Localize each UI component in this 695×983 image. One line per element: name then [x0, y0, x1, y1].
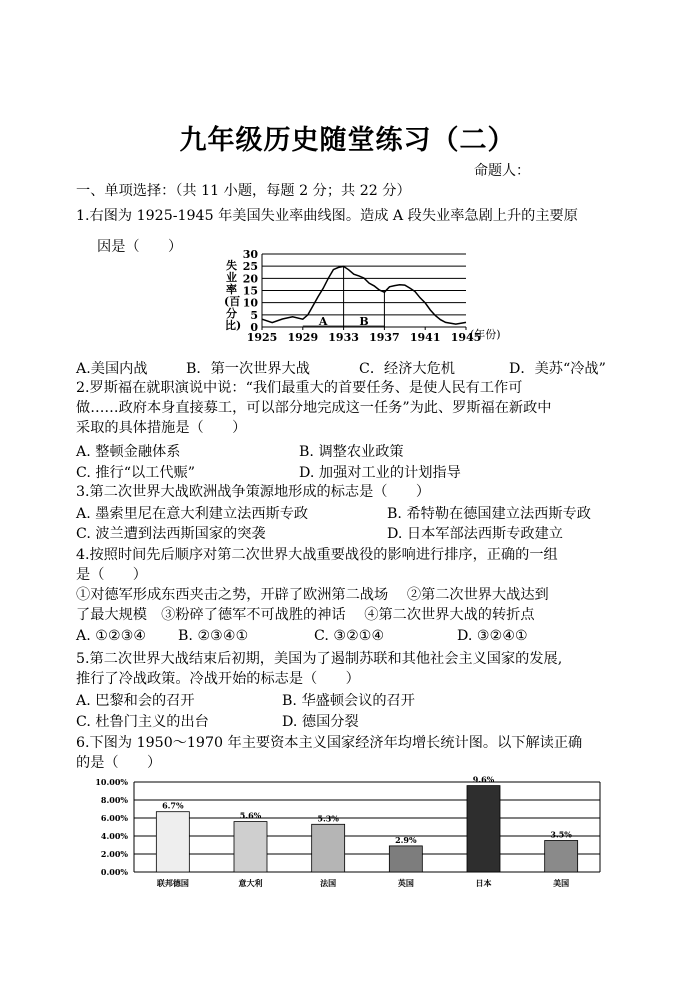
question-3-line-1: 3.第二次世界大战欧洲战争策源地形成的标志是（ ）	[76, 484, 431, 500]
q3-option-d: D. 日本军部法西斯专政建立	[387, 526, 563, 542]
question-2-line-1: 2.罗斯福在就职演说中说：“我们最重大的首要任务、是使人民有工作可	[76, 380, 523, 396]
x-tick-label: 1937	[369, 331, 400, 344]
y-tick-label: 0	[250, 321, 258, 334]
q2-option-a: A. 整顿金融体系	[76, 444, 181, 460]
author-label: 命题人：	[474, 163, 530, 179]
q2-option-d: D. 加强对工业的计划指导	[299, 465, 461, 481]
y-tick-label: 4.00%	[100, 831, 128, 841]
category-label: 日本	[475, 878, 492, 888]
q2-option-b: B. 调整农业政策	[299, 444, 404, 460]
question-4-line-3: ①对德军形成东西夹击之势，开辟了欧洲第二战场 ②第二次世界大战达到	[76, 587, 549, 603]
y-axis-label-4: (百	[224, 295, 241, 308]
growth-bar-chart	[80, 776, 610, 891]
x-tick-label: 1929	[287, 331, 319, 344]
y-axis-label-5: 分	[226, 307, 237, 320]
x-tick-label: 1933	[328, 331, 359, 344]
y-tick-label: 30	[242, 248, 258, 261]
q1-option-c: C．经济大危机	[359, 361, 455, 377]
question-1-line-2: 因是（ ）	[97, 239, 183, 255]
bar-value-label: 5.3%	[317, 813, 339, 824]
x-tick-label: 1925	[246, 331, 278, 344]
category-label: 意大利	[238, 878, 263, 888]
question-4-line-1: 4.按照时间先后顺序对第二次世界大战重要战役的影响进行排序，正确的一组	[76, 547, 558, 563]
q5-option-d: D. 德国分裂	[282, 714, 359, 730]
bar-value-label: 2.9%	[395, 834, 417, 845]
q3-option-b: B. 希特勒在德国建立法西斯专政	[387, 506, 591, 522]
q3-option-c: C. 波兰遭到法西斯国家的突袭	[76, 526, 266, 542]
q4-option-b: B. ②③④①	[178, 628, 249, 644]
q4-option-a: A. ①②③④	[76, 628, 147, 644]
bar-value-label: 5.6%	[239, 810, 262, 821]
unemployment-line-chart	[220, 245, 520, 345]
q5-option-b: B. 华盛顿会议的召开	[282, 693, 415, 709]
question-4-line-2: 是（ ）	[76, 567, 147, 583]
y-tick-label: 25	[242, 260, 258, 274]
q1-option-a: A.美国内战	[76, 361, 148, 377]
x-axis-label: (年份)	[470, 328, 501, 341]
bar-1	[156, 812, 189, 872]
bar-5	[467, 786, 500, 872]
x-tick-label: 1945	[450, 331, 482, 344]
y-tick-label: 8.00%	[100, 795, 128, 805]
q2-option-c: C. 推行“以工代赈”	[76, 465, 196, 481]
question-6-line-2: 的是（ ）	[76, 755, 162, 771]
page-title: 九年级历史随堂练习（二）	[179, 125, 516, 156]
y-tick-label: 6.00%	[100, 813, 128, 823]
question-2-line-2: 做……政府本身直接募工，可以部分地完成这一任务”为此、罗斯福在新政中	[76, 400, 552, 416]
x-tick-label: 1941	[409, 331, 441, 344]
bar-3	[312, 824, 345, 872]
y-axis-label-1: 失	[226, 259, 237, 272]
category-label: 英国	[397, 878, 414, 888]
y-axis-label-6: 比)	[225, 319, 242, 332]
q5-option-a: A. 巴黎和会的召开	[76, 693, 195, 709]
y-tick-label: 2.00%	[100, 849, 128, 859]
bar-4	[389, 846, 422, 872]
question-5-line-2: 推行了冷战政策。冷战开始的标志是（ ）	[76, 671, 360, 687]
question-2-line-3: 采取的具体措施是（ ）	[76, 420, 247, 436]
segment-label-a: A	[318, 315, 328, 328]
y-tick-label: 10.00%	[95, 777, 128, 787]
question-5-line-1: 5.第二次世界大战结束后初期，美国为了遏制苏联和其他社会主义国家的发展,	[76, 651, 563, 667]
category-label: 联邦德国	[156, 878, 189, 888]
bar-value-label: 3.5%	[550, 829, 572, 840]
question-4-line-4: 了最大规模 ③粉碎了德军不可战胜的神话 ④第二次世界大战的转折点	[76, 607, 535, 623]
q3-option-a: A. 墨索里尼在意大利建立法西斯专政	[76, 506, 309, 522]
bar-value-label: 6.7%	[162, 800, 184, 811]
section-heading: 一、单项选择：（共 11 小题，每题 2 分；共 22 分）	[76, 183, 411, 199]
bar-value-label: 9.6%	[472, 776, 495, 785]
y-tick-label: 15	[242, 284, 258, 298]
segment-label-b: B	[359, 315, 369, 328]
bar-2	[234, 822, 267, 872]
question-1-line-1: 1.右图为 1925-1945 年美国失业率曲线图。造成 A 段失业率急剧上升的主要原	[76, 208, 578, 224]
q4-option-c: C. ③②①④	[314, 628, 385, 644]
y-axis-label-3: 率	[226, 283, 237, 296]
q1-option-b: B．第一次世界大战	[186, 361, 310, 377]
category-label: 法国	[320, 878, 337, 888]
question-6-line-1: 6.下图为 1950～1970 年主要资本主义国家经济年均增长统计图。以下解读正确	[76, 735, 583, 751]
y-axis-label-2: 业	[226, 271, 237, 284]
y-tick-label: 20	[242, 272, 258, 286]
y-tick-label: 10	[242, 296, 258, 310]
q1-option-d: D．美苏“冷战”	[509, 361, 606, 377]
bar-6	[545, 841, 578, 873]
y-tick-label: 0.00%	[100, 867, 128, 877]
category-label: 美国	[553, 878, 570, 888]
q4-option-d: D. ③②④①	[457, 628, 528, 644]
y-tick-label: 5	[250, 308, 258, 322]
q5-option-c: C. 杜鲁门主义的出台	[76, 714, 209, 730]
